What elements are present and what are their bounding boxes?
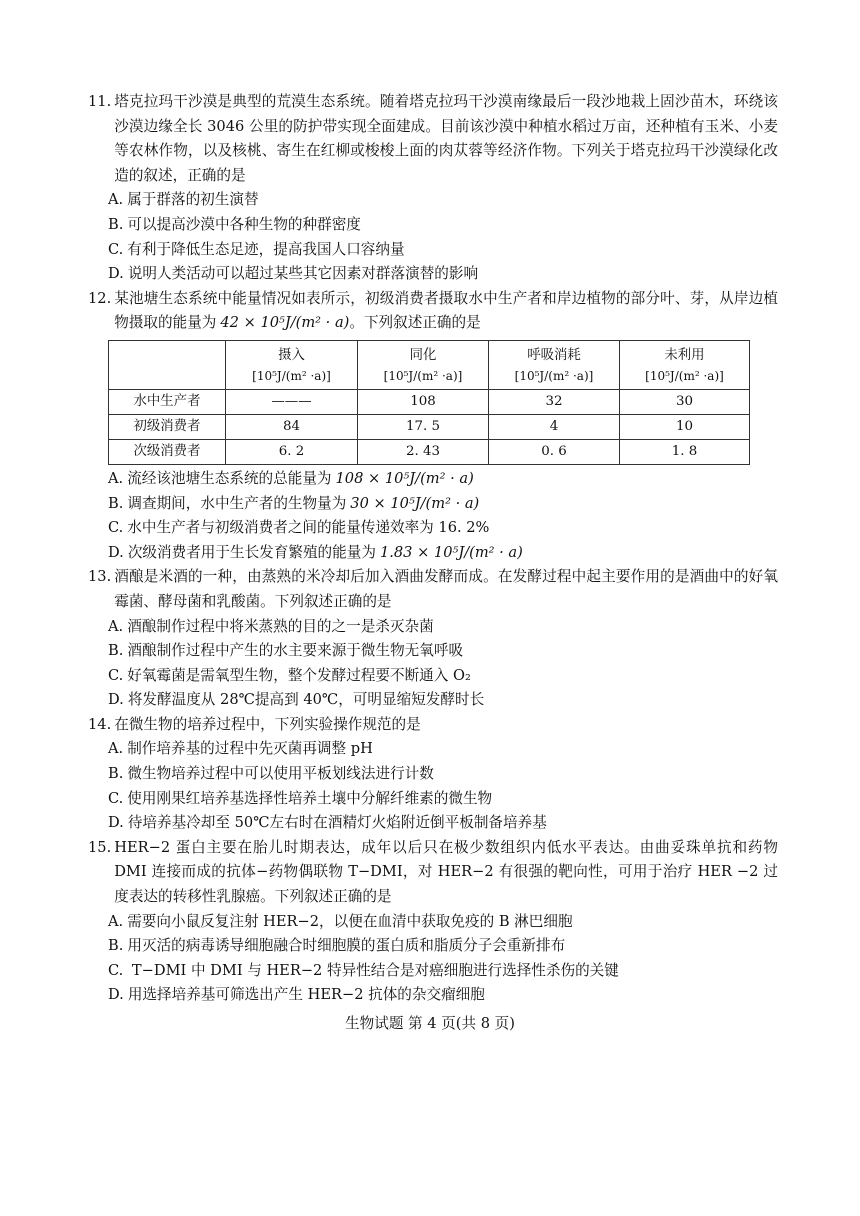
table-row <box>109 439 750 464</box>
table-header-respiration <box>489 340 620 389</box>
header-label: 呼吸消耗 <box>527 347 581 363</box>
option-text: T−DMI 中 DMI 与 HER−2 特异性结合是对癌细胞进行选择性杀伤的关键 <box>127 961 619 979</box>
table-header-intake <box>226 340 358 389</box>
option-text: 酒酿制作过程中产生的水主要来源于微生物无氧呼吸 <box>127 642 464 660</box>
option-b <box>88 762 778 787</box>
header-label: 同化 <box>409 347 437 363</box>
table-header-assimilation <box>358 340 489 389</box>
option-text: 流经该池塘生态系统的总能量为 <box>127 469 332 487</box>
table-header-row <box>109 340 750 389</box>
header-unit: [10⁵J/(m² ·a)] <box>383 368 463 383</box>
option-formula: 108 × 10⁵J/(m² · a) <box>335 469 474 487</box>
option-text: 好氧霉菌是需氧型生物，整个发酵过程要不断通入 O₂ <box>127 666 471 684</box>
option-a <box>88 737 778 762</box>
option-c <box>88 959 778 984</box>
option-text: 需要向小鼠反复注射 HER−2，以便在血清中获取免疫的 B 淋巴细胞 <box>127 912 573 930</box>
option-letter: D. <box>108 691 124 709</box>
option-letter: C. <box>108 519 124 537</box>
energy-table <box>108 340 750 465</box>
header-unit: [10⁵J/(m² ·a)] <box>252 368 331 383</box>
option-letter: C. <box>108 240 124 258</box>
option-d <box>88 262 778 287</box>
option-formula <box>489 519 493 536</box>
option-text: 次级消费者用于生长发育繁殖的能量为 <box>127 543 376 561</box>
table-cell: 30 <box>620 389 750 414</box>
question-text <box>114 287 778 336</box>
table-cell: 0. 6 <box>489 439 620 464</box>
option-text: 用灭活的病毒诱导细胞融合时细胞膜的蛋白质和脂质分子会重新排布 <box>127 937 566 955</box>
option-text: 有利于降低生态足迹，提高我国人口容纳量 <box>127 240 405 258</box>
header-unit: [10⁵J/(m² ·a)] <box>645 368 724 383</box>
option-letter: A. <box>108 469 124 487</box>
option-c <box>88 238 778 263</box>
question-number: 15. <box>88 838 112 856</box>
header-unit: [10⁵J/(m² ·a)] <box>514 368 594 383</box>
question-11 <box>88 90 778 287</box>
option-text: 使用刚果红培养基选择性培养土壤中分解纤维素的微生物 <box>127 789 493 807</box>
option-text: 待培养基冷却至 50℃左右时在酒精灯火焰附近倒平板制备培养基 <box>127 814 547 832</box>
option-d <box>88 811 778 836</box>
table-cell: 108 <box>358 389 489 414</box>
table-cell: 次级消费者 <box>109 439 226 464</box>
page-footer: 生物试题 第 4 页(共 8 页) <box>345 1015 515 1032</box>
question-stem <box>88 836 778 910</box>
table-cell: 84 <box>226 414 358 439</box>
option-text: 微生物培养过程中可以使用平板划线法进行计数 <box>127 765 434 783</box>
option-letter: D. <box>108 986 124 1004</box>
question-number: 12. <box>88 289 112 307</box>
table-cell: ——— <box>226 389 358 414</box>
header-label: 摄入 <box>278 347 305 363</box>
question-12 <box>88 287 778 566</box>
option-d <box>88 983 778 1008</box>
table-cell: 17. 5 <box>358 414 489 439</box>
table-row <box>109 389 750 414</box>
stem-tail: 。下列叙述正确的是 <box>349 314 481 332</box>
question-number: 11. <box>88 93 112 110</box>
table-cell: 10 <box>620 414 750 439</box>
option-text: 将发酵温度从 28℃提高到 40℃，可明显缩短发酵时长 <box>127 691 485 709</box>
option-letter: D. <box>108 814 124 832</box>
question-stem <box>88 90 778 188</box>
option-letter: B. <box>108 765 124 783</box>
option-letter: C. <box>108 961 124 979</box>
option-a <box>88 910 778 935</box>
option-text: 可以提高沙漠中各种生物的种群密度 <box>127 215 361 233</box>
stem-text: 某池塘生态系统中能量情况如表所示，初级消费者摄取水中生产者和岸边植物的部分叶、芽，从岸边植物摄取的能量为 <box>114 289 778 332</box>
option-letter: D. <box>108 543 124 561</box>
option-b <box>88 213 778 238</box>
table-cell: 6. 2 <box>226 439 358 464</box>
table-cell: 1. 8 <box>620 439 750 464</box>
option-b <box>88 492 778 517</box>
table-row <box>109 414 750 439</box>
option-letter: A. <box>108 740 124 758</box>
option-text: 属于群落的初生演替 <box>127 191 259 209</box>
header-label: 未利用 <box>664 347 705 363</box>
option-c <box>88 787 778 812</box>
option-d <box>88 688 778 713</box>
stem-formula: 42 × 10⁵J/(m² · a) <box>220 314 350 332</box>
table-cell: 2. 43 <box>358 439 489 464</box>
option-letter: C. <box>108 789 124 807</box>
question-number: 13. <box>88 568 112 586</box>
option-letter: D. <box>108 265 124 283</box>
option-letter: B. <box>108 937 124 955</box>
option-c <box>88 664 778 689</box>
option-letter: B. <box>108 215 124 233</box>
option-text: 水中生产者与初级消费者之间的能量传递效率为 16. 2% <box>127 519 490 537</box>
option-a <box>88 467 778 492</box>
option-text: 调查期间，水中生产者的生物量为 <box>127 494 347 512</box>
question-text: 酒酿是米酒的一种，由蒸熟的米冷却后加入酒曲发酵而成。在发酵过程中起主要作用的是酒曲中的好氧霉菌、酵母菌和乳酸菌。下列叙述正确的是 <box>114 568 778 610</box>
question-14 <box>88 713 778 836</box>
option-a <box>88 615 778 640</box>
question-13 <box>88 565 778 713</box>
table-cell: 32 <box>489 389 620 414</box>
question-text: HER−2 蛋白主要在胎儿时期表达，成年以后只在极少数组织内低水平表达。由曲妥珠单抗和药物 DMI 连接而成的抗体−药物偶联物 T−DMI，对 HER−2 有很强的靶向性，可用于治疗 HER −2 过度表达的转移性乳腺癌。下列叙述正确的是 <box>114 838 778 906</box>
option-text: 酒酿制作过程中将米蒸熟的目的之一是杀灭杂菌 <box>127 617 434 635</box>
option-c <box>88 516 778 541</box>
option-a <box>88 188 778 213</box>
question-stem <box>88 287 778 336</box>
option-letter: A. <box>108 912 124 930</box>
question-number: 14. <box>88 715 112 733</box>
question-text: 在微生物的培养过程中，下列实验操作规范的是 <box>114 715 421 733</box>
option-letter: A. <box>108 617 124 635</box>
question-15 <box>88 836 778 1008</box>
option-b <box>88 934 778 959</box>
option-letter: C. <box>108 666 124 684</box>
option-b <box>88 639 778 664</box>
question-list <box>88 90 778 1008</box>
table-header-empty <box>109 340 226 389</box>
table-cell: 水中生产者 <box>109 389 226 414</box>
option-formula: 1.83 × 10⁵J/(m² · a) <box>379 543 523 561</box>
option-text: 用选择培养基可筛选出产生 HER−2 抗体的杂交瘤细胞 <box>127 986 485 1004</box>
option-d <box>88 541 778 566</box>
option-letter: A. <box>108 191 124 209</box>
option-letter: B. <box>108 642 124 660</box>
question-stem <box>88 713 778 738</box>
question-stem <box>88 565 778 614</box>
question-text: 塔克拉玛干沙漠是典型的荒漠生态系统。随着塔克拉玛干沙漠南缘最后一段沙地栽上固沙苗木，环绕该沙漠边缘全长 3046 公里的防护带实现全面建成。目前该沙漠中种植水稻过万亩，还种植有玉米、小麦等农林作物，以及核桃、寄生在红柳或梭梭上面的肉苁蓉等经济作物。下列关于塔克拉玛干沙漠绿化改造的叙述，正确的是 <box>114 93 778 184</box>
option-text: 说明人类活动可以超过某些其它因素对群落演替的影响 <box>127 265 479 283</box>
option-text: 制作培养基的过程中先灭菌再调整 pH <box>127 740 373 758</box>
option-letter: B. <box>108 494 124 512</box>
table-cell: 初级消费者 <box>109 414 226 439</box>
option-formula: 30 × 10⁵J/(m² · a) <box>350 494 480 512</box>
table-cell: 4 <box>489 414 620 439</box>
table-header-unused <box>620 340 750 389</box>
